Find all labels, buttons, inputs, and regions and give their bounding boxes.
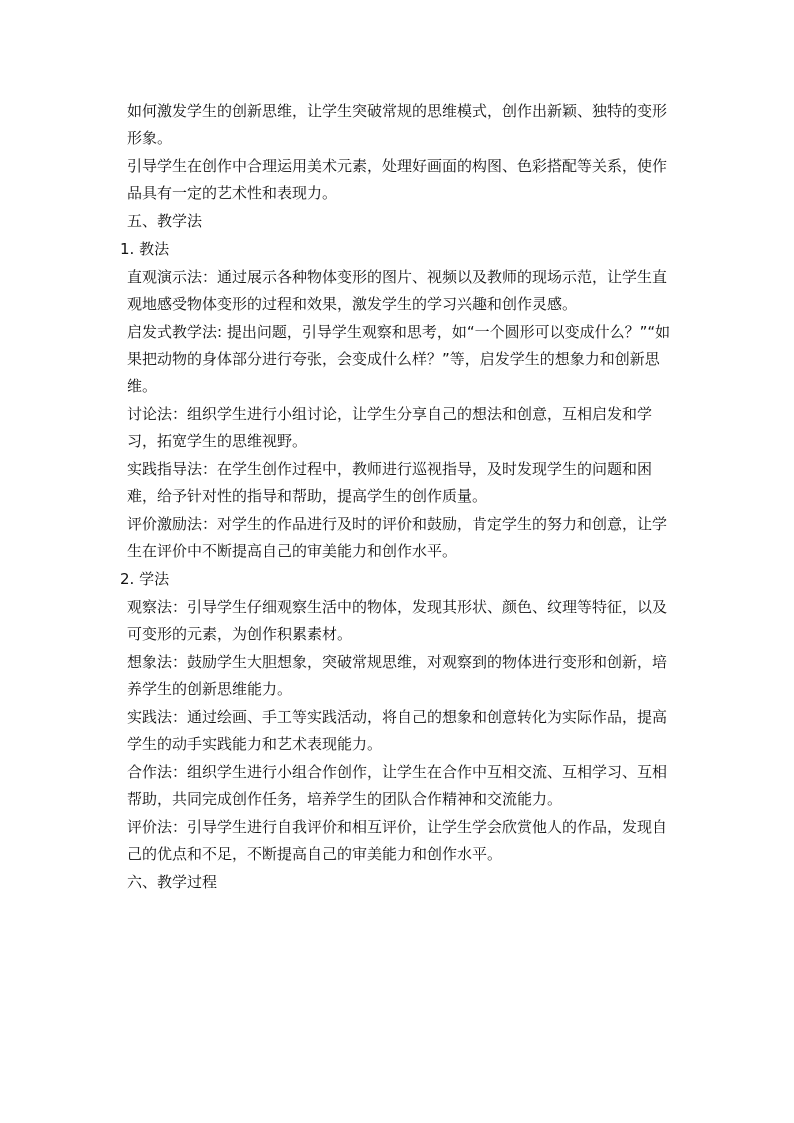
subheading-learning-method: 2. 学法 [120,570,170,588]
paragraph-imagination-method: 想象法：鼓励学生大胆想象，突破常规思维，对观察到的物体进行变形和创新，培养学生的创新思维能力。 [127,653,668,698]
paragraph-cooperation-method: 合作法：组织学生进行小组合作创作，让学生在合作中互相交流、互相学习、互相帮助，共同完成创作任务，培养学生的团队合作精神和交流能力。 [127,763,668,808]
paragraph-demonstration-method: 直观演示法：通过展示各种物体变形的图片、视频以及教师的现场示范，让学生直观地感受物体变形的过程和效果，激发学生的学习兴趣和创作灵感。 [127,268,668,313]
paragraph-evaluation-incentive-method: 评价激励法：对学生的作品进行及时的评价和鼓励，肯定学生的努力和创意，让学生在评价中不断提高自己的审美能力和创作水平。 [127,515,668,560]
section-heading-teaching-methods: 五、教学法 [127,212,203,230]
subheading-teaching-method: 1. 教法 [120,240,170,258]
paragraph-creative-thinking: 如何激发学生的创新思维，让学生突破常规的思维模式，创作出新颖、独特的变形形象。 [127,102,668,147]
paragraph-discussion-method: 讨论法：组织学生进行小组讨论，让学生分享自己的想法和创意，互相启发和学习，拓宽学生的思维视野。 [127,405,653,450]
paragraph-evaluation-method: 评价法：引导学生进行自我评价和相互评价，让学生学会欣赏他人的作品，发现自己的优点和不足，不断提高自己的审美能力和创作水平。 [127,818,668,863]
paragraph-observation-method: 观察法：引导学生仔细观察生活中的物体，发现其形状、颜色、纹理等特征，以及可变形的元素，为创作积累素材。 [127,598,668,643]
paragraph-practice-method: 实践法：通过绘画、手工等实践活动，将自己的想象和创意转化为实际作品，提高学生的动手实践能力和艺术表现能力。 [127,708,668,753]
paragraph-art-elements: 引导学生在创作中合理运用美术元素，处理好画面的构图、色彩搭配等关系，使作品具有一定的艺术性和表现力。 [127,157,668,202]
document-body [120,98,680,897]
paragraph-heuristic-method: 启发式教学法: 提出问题，引导学生观察和思考，如“一个圆形可以变成什么？”“如果把动物的身体部分进行夸张，会变成什么样？”等，启发学生的想象力和创新思维。 [127,323,671,395]
section-heading-teaching-process: 六、教学过程 [127,873,218,891]
paragraph-practice-guidance-method: 实践指导法：在学生创作过程中，教师进行巡视指导，及时发现学生的问题和困难，给予针对性的指导和帮助，提高学生的创作质量。 [127,460,653,505]
